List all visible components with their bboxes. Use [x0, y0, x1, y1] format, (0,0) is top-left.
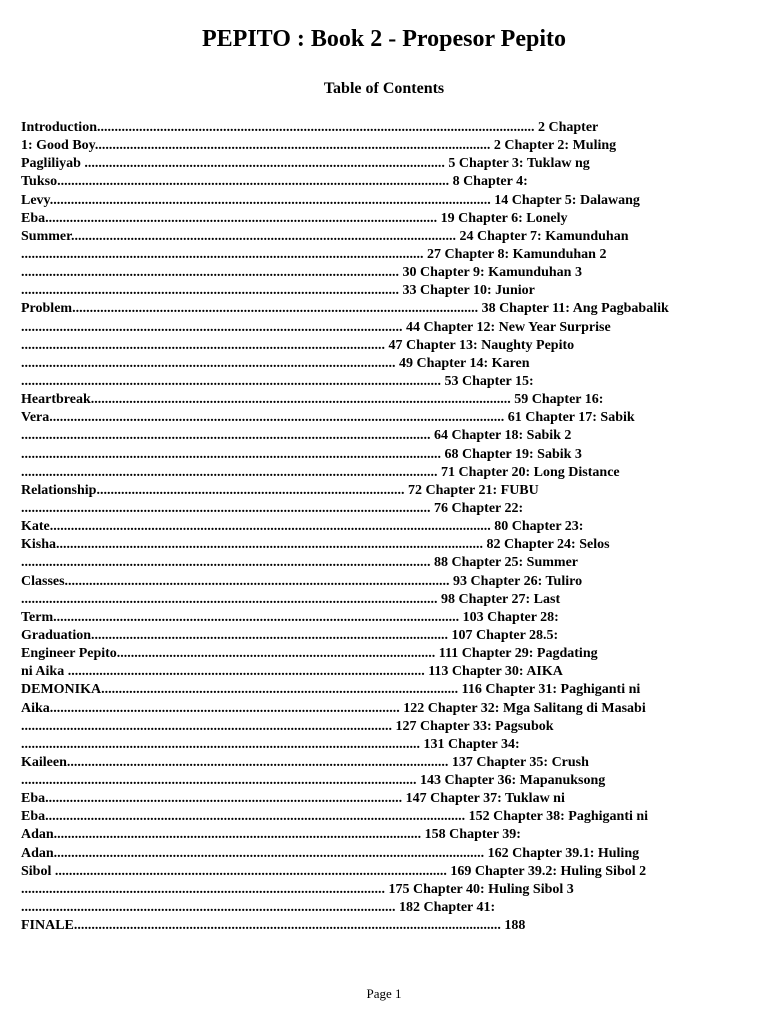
- toc-line: FINALE.......................................................................................................................... 188: [21, 918, 526, 934]
- page-number: Page 1: [366, 986, 402, 1001]
- toc-line: ..................................................................................................................... 76 Chapter 22:: [21, 500, 524, 516]
- toc-line: ..................................................................................................................... 88 Chapter 25: Summer: [21, 555, 579, 571]
- toc-line: ....................................................................................................................... 98 Chapter 27: Last: [21, 591, 561, 607]
- toc-line: ............................................................................................................ 33 Chapter 10: Junior: [21, 283, 535, 299]
- toc-line: Pagliliyab ....................................................................................................... 5 Chapter 3: Tuklaw ng: [21, 156, 590, 172]
- toc-line: Kate.............................................................................................................................. 80 Chapter 23:: [21, 519, 584, 535]
- toc-line: Adan........................................................................................................................... 162 Chapter 39.1: Huling: [21, 845, 640, 861]
- toc-line: Eba................................................................................................................ 19 Chapter 6: Lonely: [21, 210, 568, 226]
- toc-line: ........................................................................................................... 49 Chapter 14: Karen: [21, 355, 530, 371]
- toc-heading: Table of Contents: [323, 80, 445, 97]
- toc-line: .................................................................................................................. 131 Chapter 34:: [21, 736, 520, 752]
- toc-line: Vera.................................................................................................................................. 61 Chapter 17: Sabik: [21, 410, 635, 426]
- toc-line: ni Aika ...................................................................................................... 113 Chapter 30: AIKA: [21, 664, 563, 680]
- toc-line: ........................................................................................................................ 68 Chapter 19: Sabik 3: [21, 446, 582, 462]
- toc-line: 1: Good Boy................................................................................................................. 2 Chapter 2: Muling: [21, 138, 617, 154]
- toc-line: ........................................................................................................ 175 Chapter 40: Huling Sibol 3: [21, 881, 574, 897]
- toc-line: ................................................................................................................. 143 Chapter 36: Mapanuksong: [21, 773, 606, 789]
- toc-line: Introduction............................................................................................................................. 2 Chapter: [21, 120, 599, 135]
- toc-line: Relationship........................................................................................ 72 Chapter 21: FUBU: [21, 482, 539, 498]
- toc-line: Engineer Pepito........................................................................................... 111 Chapter 29: Pagdating: [21, 646, 598, 662]
- toc-line: ................................................................................................................... 27 Chapter 8: Kamunduhan 2: [21, 246, 607, 262]
- toc-line: Problem.................................................................................................................... 38 Chapter 11: Ang Pagbabalik: [21, 301, 669, 317]
- toc-line: Levy.............................................................................................................................. 14 Chapter 5: Dalawang: [21, 192, 640, 208]
- toc-line: ....................................................................................................................... 71 Chapter 20: Long Distance: [21, 464, 620, 480]
- toc-line: Heartbreak........................................................................................................................ 59 Chapter 16:: [21, 392, 604, 408]
- toc-line: Tukso................................................................................................................ 8 Chapter 4:: [21, 174, 528, 190]
- toc-line: ........................................................................................................................ 53 Chapter 15:: [21, 373, 534, 389]
- table-of-contents: [21, 119, 751, 935]
- toc-line: Term.................................................................................................................... 103 Chapter 28:: [21, 609, 559, 625]
- toc-line: ........................................................................................................... 182 Chapter 41:: [21, 900, 496, 916]
- toc-line: Graduation...................................................................................................... 107 Chapter 28.5:: [21, 627, 559, 643]
- toc-line: .......................................................................................................... 127 Chapter 33: Pagsubok: [21, 718, 554, 734]
- toc-line: Classes.............................................................................................................. 93 Chapter 26: Tuliro: [21, 573, 583, 589]
- toc-line: Adan......................................................................................................... 158 Chapter 39:: [21, 827, 521, 843]
- toc-line: ........................................................................................................ 47 Chapter 13: Naughty Pepito: [21, 337, 575, 353]
- toc-line: ............................................................................................................ 30 Chapter 9: Kamunduhan 3: [21, 265, 582, 281]
- toc-line: Eba...................................................................................................... 147 Chapter 37: Tuklaw ni: [21, 791, 565, 807]
- toc-line: ..................................................................................................................... 64 Chapter 18: Sabik 2: [21, 428, 572, 444]
- toc-line: ............................................................................................................. 44 Chapter 12: New Year Surprise: [21, 319, 611, 335]
- toc-line: Summer.............................................................................................................. 24 Chapter 7: Kamunduhan: [21, 228, 629, 244]
- toc-line: Kisha.......................................................................................................................... 82 Chapter 24: Selos: [21, 537, 610, 553]
- toc-line: Aika.................................................................................................... 122 Chapter 32: Mga Salitang di Masabi: [21, 700, 646, 716]
- toc-line: Eba........................................................................................................................ 152 Chapter 38: Paghiganti ni: [21, 809, 649, 825]
- toc-line: Sibol ................................................................................................................ 169 Chapter 39.2: Huling Sibol 2: [21, 863, 647, 879]
- toc-line: DEMONIKA...................................................................................................... 116 Chapter 31: Paghiganti ni: [21, 682, 641, 698]
- document-title: PEPITO : Book 2 - Propesor Pepito: [201, 26, 566, 52]
- toc-line: Kaileen............................................................................................................. 137 Chapter 35: Crush: [21, 754, 589, 770]
